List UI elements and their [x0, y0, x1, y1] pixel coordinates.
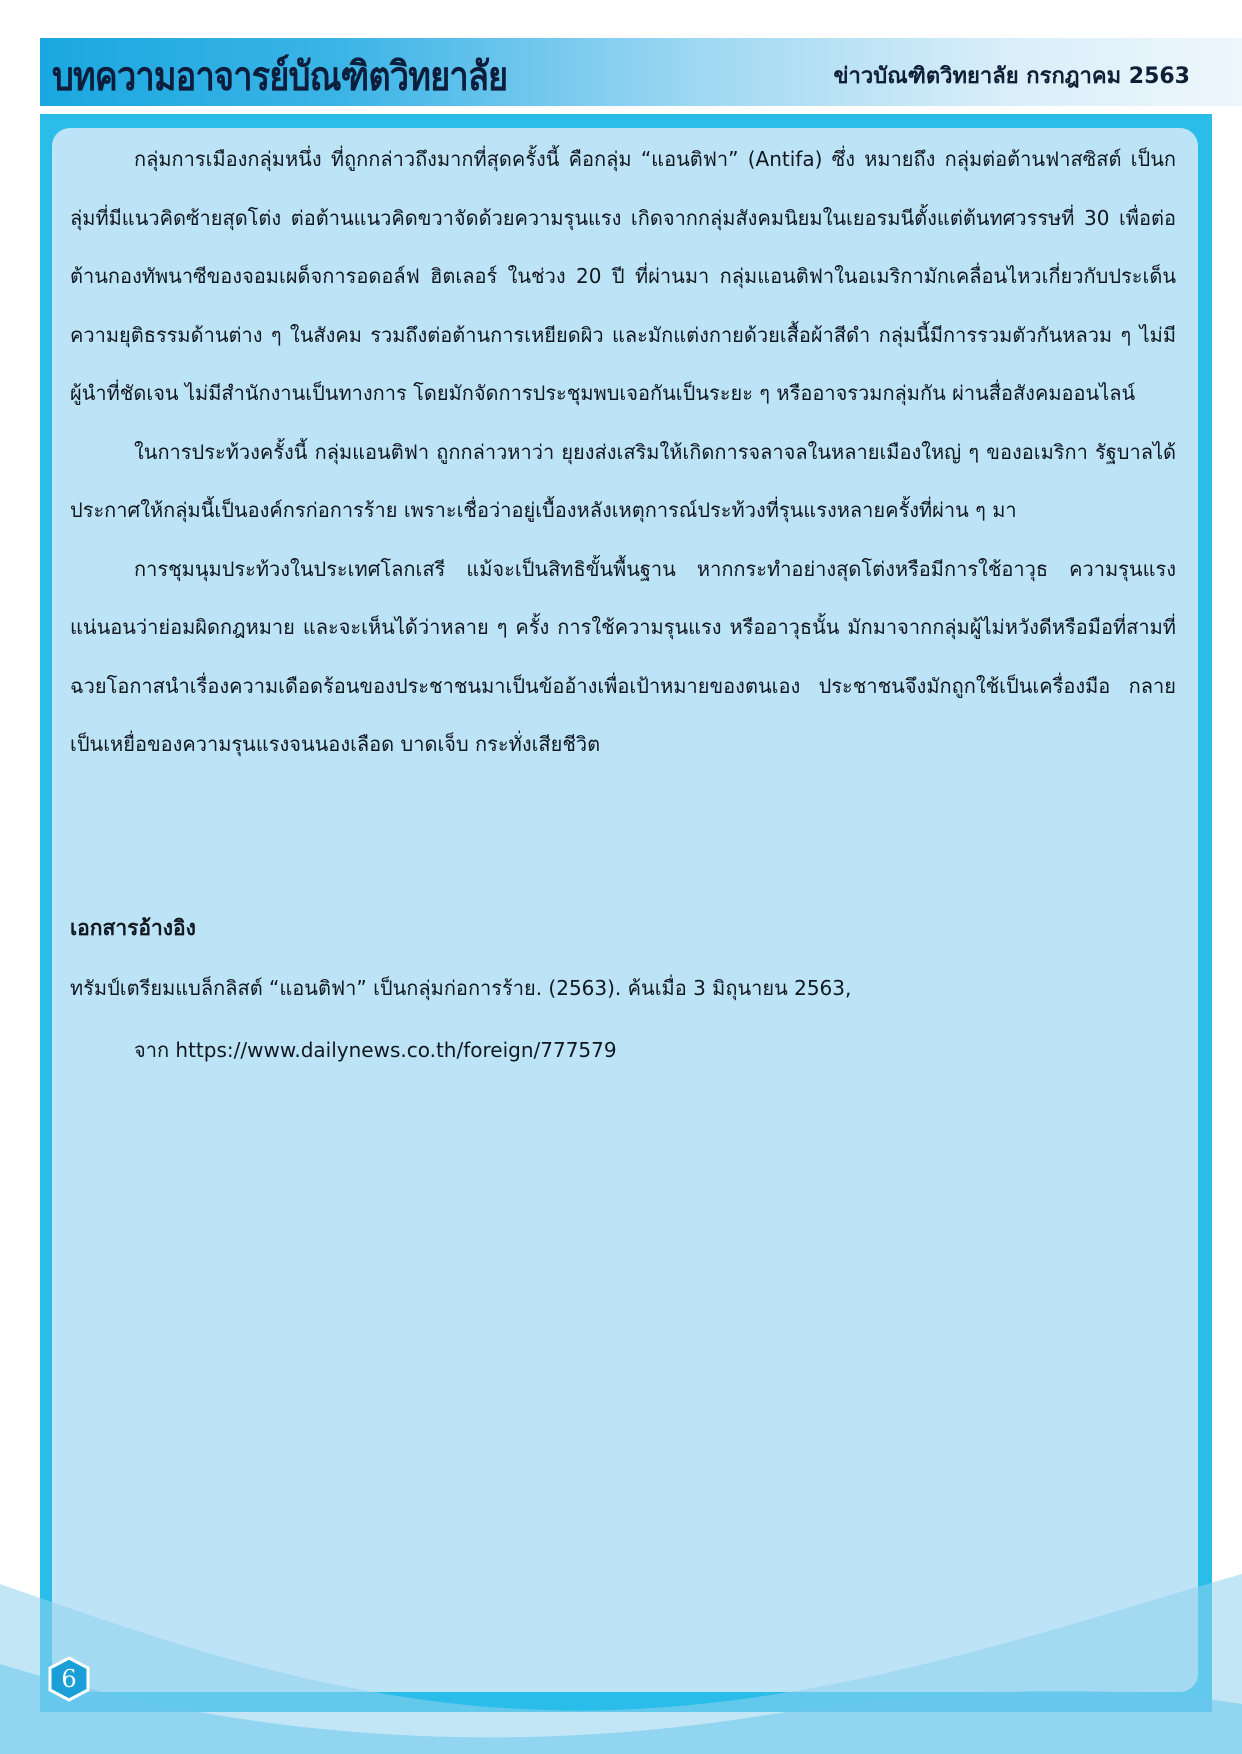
reference-entry: ทรัมป์เตรียมแบล็กลิสต์ “แอนติฟา” เป็นกลุ่มก่อการร้าย. (2563). ค้นเมื่อ 3 มิถุนายน 2563,	[70, 976, 852, 1000]
article-paragraph: ในการประท้วงครั้งนี้ กลุ่มแอนติฟา ถูกกล่าวหาว่า ยุยงส่งเสริมให้เกิดการจลาจลในหลายเมืองใหญ่ ๆ ของอเมริกา รัฐบาลได้ประกาศให้กลุ่มนี้เป็นองค์กรก่อการร้าย เพราะเชื่อว่าอยู่เบื้องหลังเหตุการณ์ประท้วงที่รุนแรงหลายครั้งที่ผ่าน ๆ มา	[70, 439, 1176, 522]
page-number-badge	[46, 1656, 92, 1702]
references-heading: เอกสารอ้างอิง	[70, 916, 196, 940]
decorative-wave	[0, 1454, 1242, 1754]
page-number: 6	[61, 1665, 77, 1693]
header-title: บทความอาจารย์บัณฑิตวิทยาลัย	[52, 54, 508, 100]
article-paragraph: การชุมนุมประท้วงในประเทศโลกเสรี แม้จะเป็นสิทธิขั้นพื้นฐาน หากกระทำอย่างสุดโต่งหรือมีการใช้อาวุธ ความรุนแรงแน่นอนว่าย่อมผิดกฎหมาย และจะเห็นได้ว่าหลาย ๆ ครั้ง การใช้ความรุนแรง หรืออาวุธนั้น มักมาจากกลุ่มผู้ไม่หวังดีหรือมือที่สามที่ฉวยโอกาสนำเรื่องความเดือดร้อนของประชาชนมาเป็นข้ออ้างเพื่อเป้าหมายของตนเอง ประชาชนจึงมักถูกใช้เป็นเครื่องมือ กลายเป็นเหยื่อของความรุนแรงจนนองเลือด บาดเจ็บ กระทั่งเสียชีวิต	[70, 556, 1176, 756]
article-paragraph: กลุ่มการเมืองกลุ่มหนึ่ง ที่ถูกกล่าวถึงมากที่สุดครั้งนี้ คือกลุ่ม “แอนติฟา” (Antifa) ซึ่ง หมายถึง กลุ่มต่อต้านฟาสซิสต์ เป็นกลุ่มที่มีแนวคิดซ้ายสุดโต่ง ต่อต้านแนวคิดขวาจัดด้วยความรุนแรง เกิดจากกลุ่มสังคมนิยมในเยอรมนีตั้งแต่ต้นทศวรรษที่ 30 เพื่อต่อต้านกองทัพนาซีของจอมเผด็จการอดอล์ฟ ฮิตเลอร์ ในช่วง 20 ปี ที่ผ่านมา กลุ่มแอนติฟาในอเมริกามักเคลื่อนไหวเกี่ยวกับประเด็นความยุติธรรมด้านต่าง ๆ ในสังคม รวมถึงต่อต้านการเหยียดผิว และมักแต่งกายด้วยเสื้อผ้าสีดำ กลุ่มนี้มีการรวมตัวกันหลวม ๆ ไม่มีผู้นำที่ชัดเจน ไม่มีสำนักงานเป็นทางการ โดยมักจัดการประชุมพบเจอกันเป็นระยะ ๆ หรืออาจรวมกลุ่มกัน ผ่านสื่อสังคมออนไลน์	[70, 147, 1176, 405]
article-body	[70, 130, 1176, 774]
page-header	[40, 38, 1242, 106]
header-issue-date: ข่าวบัณฑิตวิทยาลัย กรกฎาคม 2563	[833, 64, 1190, 89]
reference-entry-url: จาก https://www.dailynews.co.th/foreign/777579	[134, 1038, 617, 1062]
